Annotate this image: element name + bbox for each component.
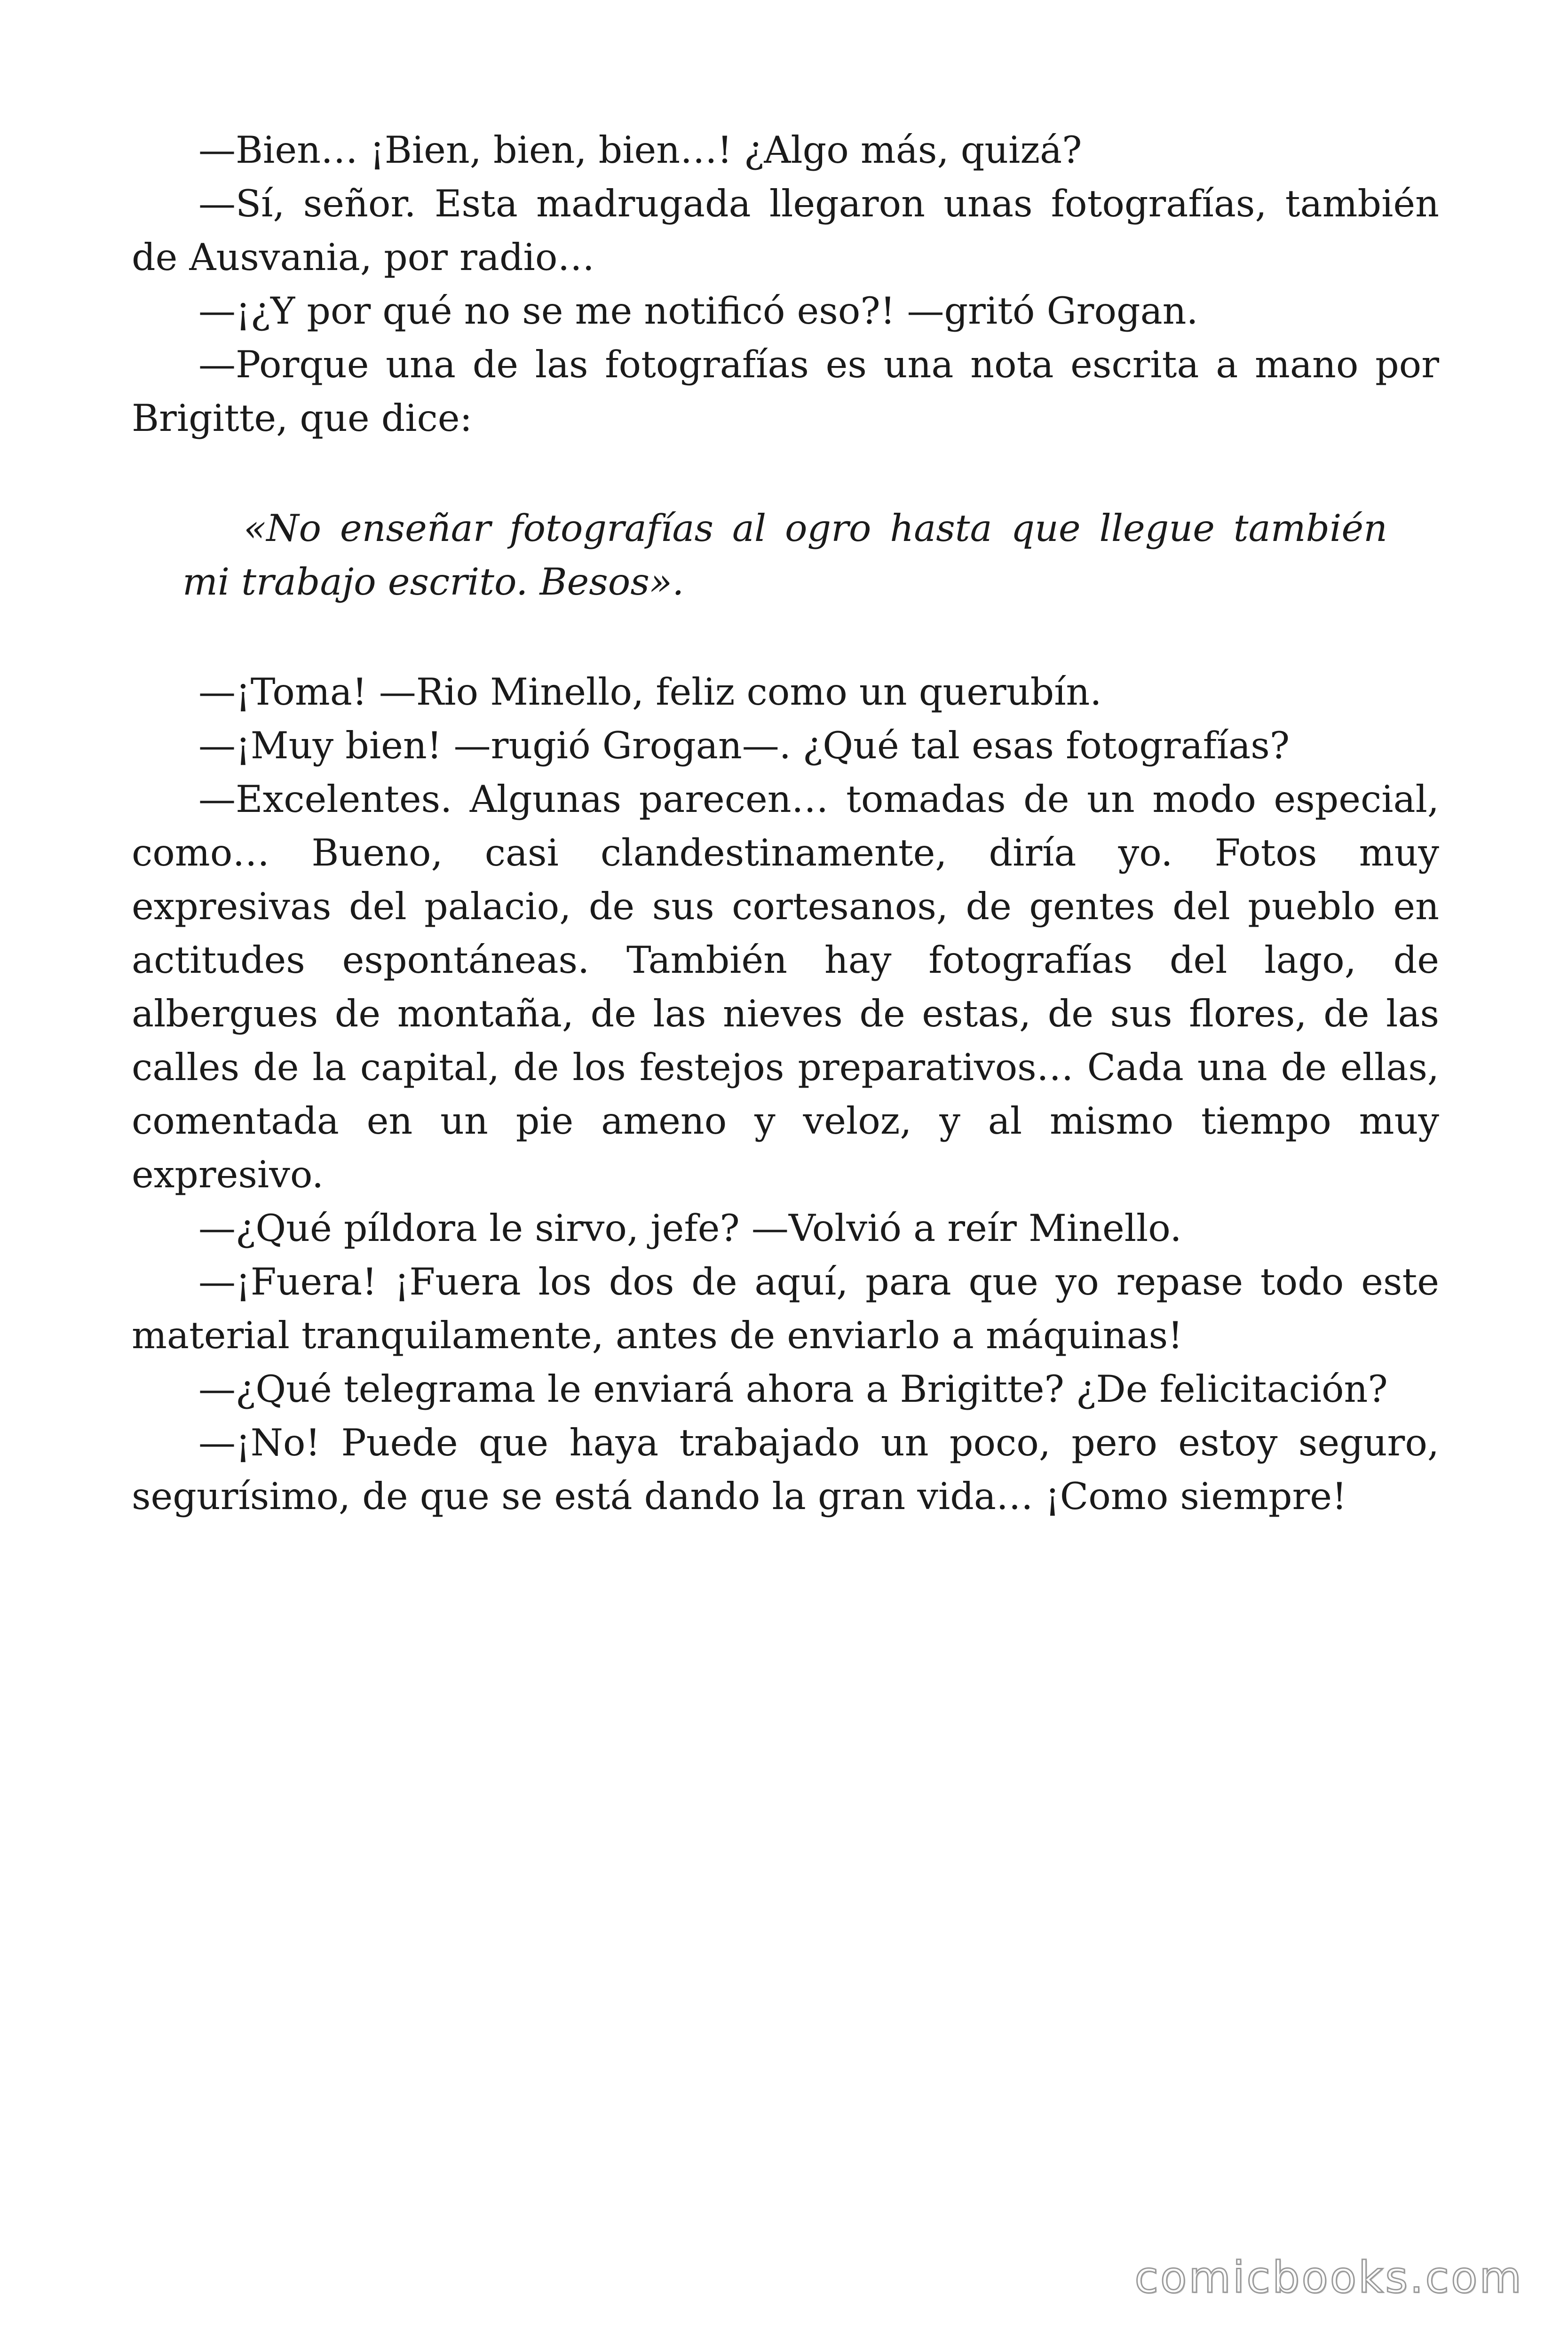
paragraph: —Porque una de las fotografías es una nota escrita a mano por Brigitte, que dice: xyxy=(132,343,1439,440)
paragraph: —Excelentes. Algunas parecen… tomadas de un modo especial, como… Bueno, casi clandestinamente, diría yo. Fotos muy expresivas del palacio, de sus cortesanos, de gentes del pueblo en actitudes espontáneas. También hay fotografías del lago, de albergues de montaña, de las nieves de estas, de sus flores, de las calles de la capital, de los festejos preparativos… Cada una de ellas, comentada en un pie ameno y veloz, y al mismo tiempo muy expresivo. xyxy=(132,778,1439,1196)
watermark: comicbooks.com xyxy=(1134,2252,1523,2303)
paragraph: —¡Toma! —Rio Minello, feliz como un querubín. xyxy=(198,670,1102,714)
paragraph: —¿Qué píldora le sirvo, jefe? —Volvió a reír Minello. xyxy=(198,1207,1182,1250)
paragraph: —¡Fuera! ¡Fuera los dos de aquí, para que yo repase todo este material tranquilamente, antes de enviarlo a máquinas! xyxy=(132,1260,1439,1357)
paragraph: —¡¿Y por qué no se me notificó eso?! —gritó Grogan. xyxy=(198,289,1198,333)
paragraph: —Bien… ¡Bien, bien, bien…! ¿Algo más, quizá? xyxy=(198,128,1082,172)
paragraph: —¡No! Puede que haya trabajado un poco, pero estoy seguro, segurísimo, de que se está dando la gran vida… ¡Como siempre! xyxy=(132,1421,1439,1518)
paragraph: —¿Qué telegrama le enviará ahora a Brigitte? ¿De felicitación? xyxy=(198,1367,1388,1411)
page-body xyxy=(132,123,1439,1523)
paragraph: —Sí, señor. Esta madrugada llegaron unas fotografías, también de Ausvania, por radio… xyxy=(132,182,1439,279)
block-quote: «No enseñar fotografías al ogro hasta que llegue también mi trabajo escrito. Besos». xyxy=(182,507,1387,604)
paragraph: —¡Muy bien! —rugió Grogan—. ¿Qué tal esas fotografías? xyxy=(198,724,1290,767)
